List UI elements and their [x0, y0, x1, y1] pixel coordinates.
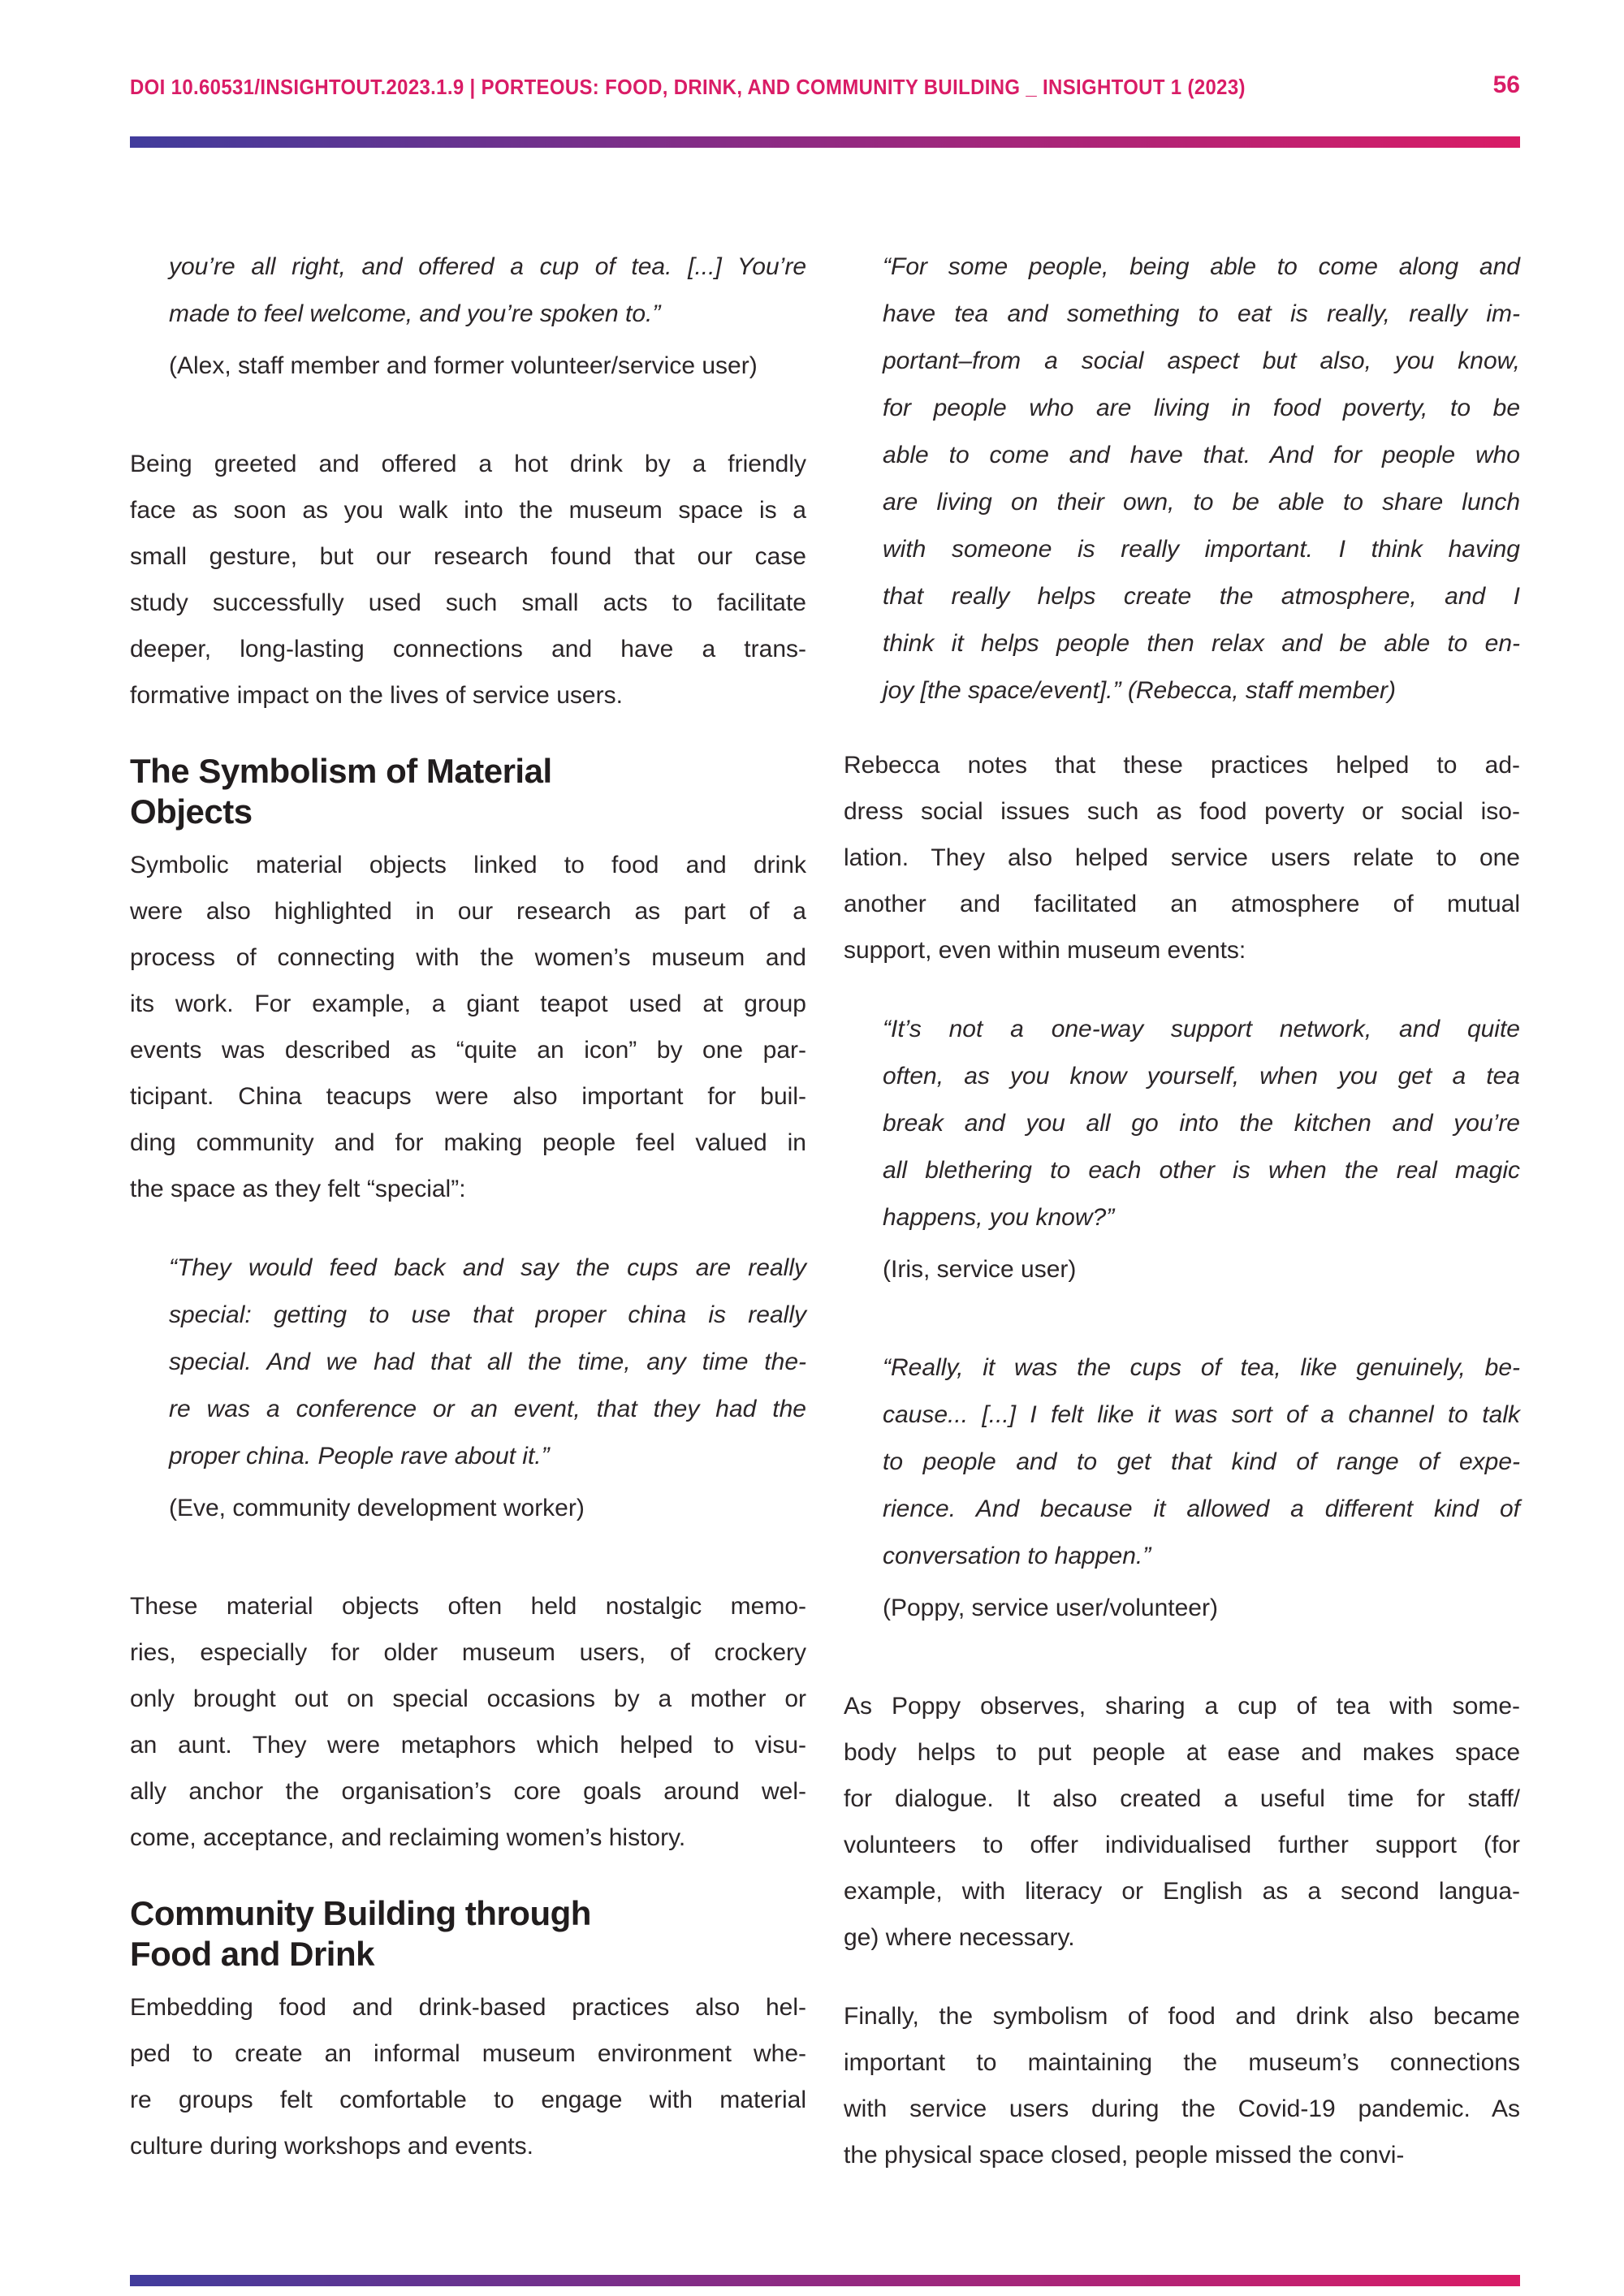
text-line: formative impact on the lives of service users.: [130, 682, 623, 709]
text-line: ge) where necessary.: [844, 1924, 1075, 1951]
text-line: ped to create an informal museum environment whe-: [130, 2040, 806, 2067]
text-line: were also highlighted in our research as part of a: [130, 898, 806, 925]
paragraph: [130, 1583, 806, 1861]
text-line: ding community and for making people feel valued in: [130, 1129, 806, 1156]
text-line: often, as you know yourself, when you get a tea: [883, 1063, 1520, 1090]
text-line: with someone is really important. I think having: [883, 536, 1520, 563]
text-line: small gesture, but our research found that our case: [130, 543, 806, 570]
text-line: proper china. People rave about it.”: [169, 1443, 550, 1470]
quote-attribution: [844, 1246, 1520, 1293]
text-line: cause... [...] I felt like it was sort of a channel to talk: [883, 1401, 1520, 1428]
text-line: that really helps create the atmosphere, and I: [883, 583, 1520, 610]
text-line: These material objects often held nostalgic memo-: [130, 1593, 806, 1620]
text-line: only brought out on special occasions by a mother or: [130, 1685, 806, 1712]
left-column: [130, 244, 806, 2211]
text-line: with service users during the Covid-19 pandemic. As: [844, 2095, 1520, 2122]
text-line: culture during workshops and events.: [130, 2133, 533, 2160]
text-line: deeper, long-lasting connections and have a trans-: [130, 636, 806, 662]
text-line: ticipant. China teacups were also important for buil-: [130, 1083, 806, 1110]
text-line: you’re all right, and offered a cup of tea. [...] You’re: [169, 253, 806, 280]
text-line: special: getting to use that proper china is really: [169, 1301, 806, 1328]
text-line: another and facilitated an atmosphere of mutual: [844, 891, 1520, 917]
text-line: Symbolic material objects linked to food and drink: [130, 852, 806, 878]
quote-attribution: [844, 1585, 1520, 1631]
text-line: lation. They also helped service users relate to one: [844, 844, 1520, 871]
text-line: important to maintaining the museum’s connections: [844, 2049, 1520, 2076]
text-line: come, acceptance, and reclaiming women’s history.: [130, 1824, 686, 1851]
text-line: “They would feed back and say the cups are really: [169, 1254, 806, 1281]
text-line: example, with literacy or English as a second langua-: [844, 1878, 1520, 1905]
paragraph: [844, 742, 1520, 973]
text-line: have tea and something to eat is really, really im-: [883, 300, 1520, 327]
paragraph: [844, 1993, 1520, 2178]
text-line: process of connecting with the women’s museum and: [130, 944, 806, 971]
text-line: events was described as “quite an icon” by one par-: [130, 1037, 806, 1064]
text-line: Embedding food and drink-based practices also hel-: [130, 1994, 806, 2021]
text-line: joy [the space/event].” (Rebecca, staff member): [883, 677, 1396, 704]
text-line: Objects: [130, 792, 253, 831]
paragraph: [130, 441, 806, 719]
section-heading: [130, 1893, 806, 1974]
text-line: “Really, it was the cups of tea, like genuinely, be-: [883, 1354, 1520, 1381]
text-line: re was a conference or an event, that they had the: [169, 1396, 806, 1422]
text-line: Food and Drink: [130, 1935, 374, 1973]
running-head: DOI 10.60531/INSIGHTOUT.2023.1.9 | PORTEOUS: FOOD, DRINK, AND COMMUNITY BUILDING _ INSIGHTOUT 1 (2023): [130, 75, 1246, 99]
paragraph: [130, 1984, 806, 2169]
block-quote: [844, 1344, 1520, 1580]
two-column-body: [130, 244, 1520, 2211]
text-line: The Symbolism of Material: [130, 752, 552, 790]
text-line: As Poppy observes, sharing a cup of tea with some-: [844, 1693, 1520, 1720]
text-line: volunteers to offer individualised further support (for: [844, 1832, 1520, 1858]
text-line: dress social issues such as food poverty or social iso-: [844, 798, 1520, 825]
header-rule-gradient: [130, 136, 1520, 148]
paragraph: [844, 1683, 1520, 1961]
text-line: support, even within museum events:: [844, 937, 1246, 964]
right-column: [844, 244, 1520, 2211]
footer-rule-gradient: [130, 2275, 1520, 2286]
text-line: (Alex, staff member and former volunteer/service user): [169, 352, 758, 379]
text-line: all blethering to each other is when the real magic: [883, 1157, 1520, 1184]
text-line: think it helps people then relax and be able to en-: [883, 630, 1520, 657]
text-line: Finally, the symbolism of food and drink also became: [844, 2003, 1520, 2030]
text-line: conversation to happen.”: [883, 1543, 1151, 1569]
page-number: 56: [1492, 71, 1520, 98]
text-line: study successfully used such small acts to facilitate: [130, 589, 806, 616]
text-line: special. And we had that all the time, any time the-: [169, 1349, 806, 1375]
text-line: (Eve, community development worker): [169, 1495, 585, 1521]
text-line: “For some people, being able to come along and: [883, 253, 1520, 280]
text-line: Community Building through: [130, 1894, 591, 1932]
text-line: the physical space closed, people missed the convi-: [844, 2142, 1405, 2169]
text-line: an aunt. They were metaphors which helped to visu-: [130, 1732, 806, 1759]
text-line: for people who are living in food poverty, to be: [883, 395, 1520, 421]
quote-attribution: [130, 343, 806, 389]
text-line: portant–from a social aspect but also, you know,: [883, 347, 1520, 374]
text-line: ally anchor the organisation’s core goals around wel-: [130, 1778, 806, 1805]
text-line: able to come and have that. And for people who: [883, 442, 1520, 468]
block-quote: [844, 244, 1520, 714]
text-line: Being greeted and offered a hot drink by a friendly: [130, 451, 806, 477]
paragraph: [130, 842, 806, 1212]
block-quote: [130, 244, 806, 338]
text-line: are living on their own, to be able to share lunch: [883, 489, 1520, 516]
text-line: re groups felt comfortable to engage with material: [130, 2087, 806, 2113]
text-line: Rebecca notes that these practices helped to ad-: [844, 752, 1520, 779]
quote-attribution: [130, 1485, 806, 1531]
block-quote: [844, 1006, 1520, 1241]
text-line: (Poppy, service user/volunteer): [883, 1595, 1218, 1621]
text-line: (Iris, service user): [883, 1256, 1077, 1283]
text-line: made to feel welcome, and you’re spoken to.”: [169, 300, 661, 327]
text-line: “It’s not a one-way support network, and quite: [883, 1016, 1520, 1042]
text-line: break and you all go into the kitchen and you’re: [883, 1110, 1520, 1137]
text-line: face as soon as you walk into the museum space is a: [130, 497, 806, 524]
text-line: to people and to get that kind of range of expe-: [883, 1448, 1520, 1475]
text-line: happens, you know?”: [883, 1204, 1115, 1231]
text-line: for dialogue. It also created a useful time for staff/: [844, 1785, 1520, 1812]
block-quote: [130, 1245, 806, 1480]
text-line: the space as they felt “special”:: [130, 1176, 466, 1202]
text-line: rience. And because it allowed a different kind of: [883, 1495, 1520, 1522]
text-line: body helps to put people at ease and makes space: [844, 1739, 1520, 1766]
section-heading: [130, 751, 806, 832]
text-line: its work. For example, a giant teapot used at group: [130, 990, 806, 1017]
text-line: ries, especially for older museum users, of crockery: [130, 1639, 806, 1666]
